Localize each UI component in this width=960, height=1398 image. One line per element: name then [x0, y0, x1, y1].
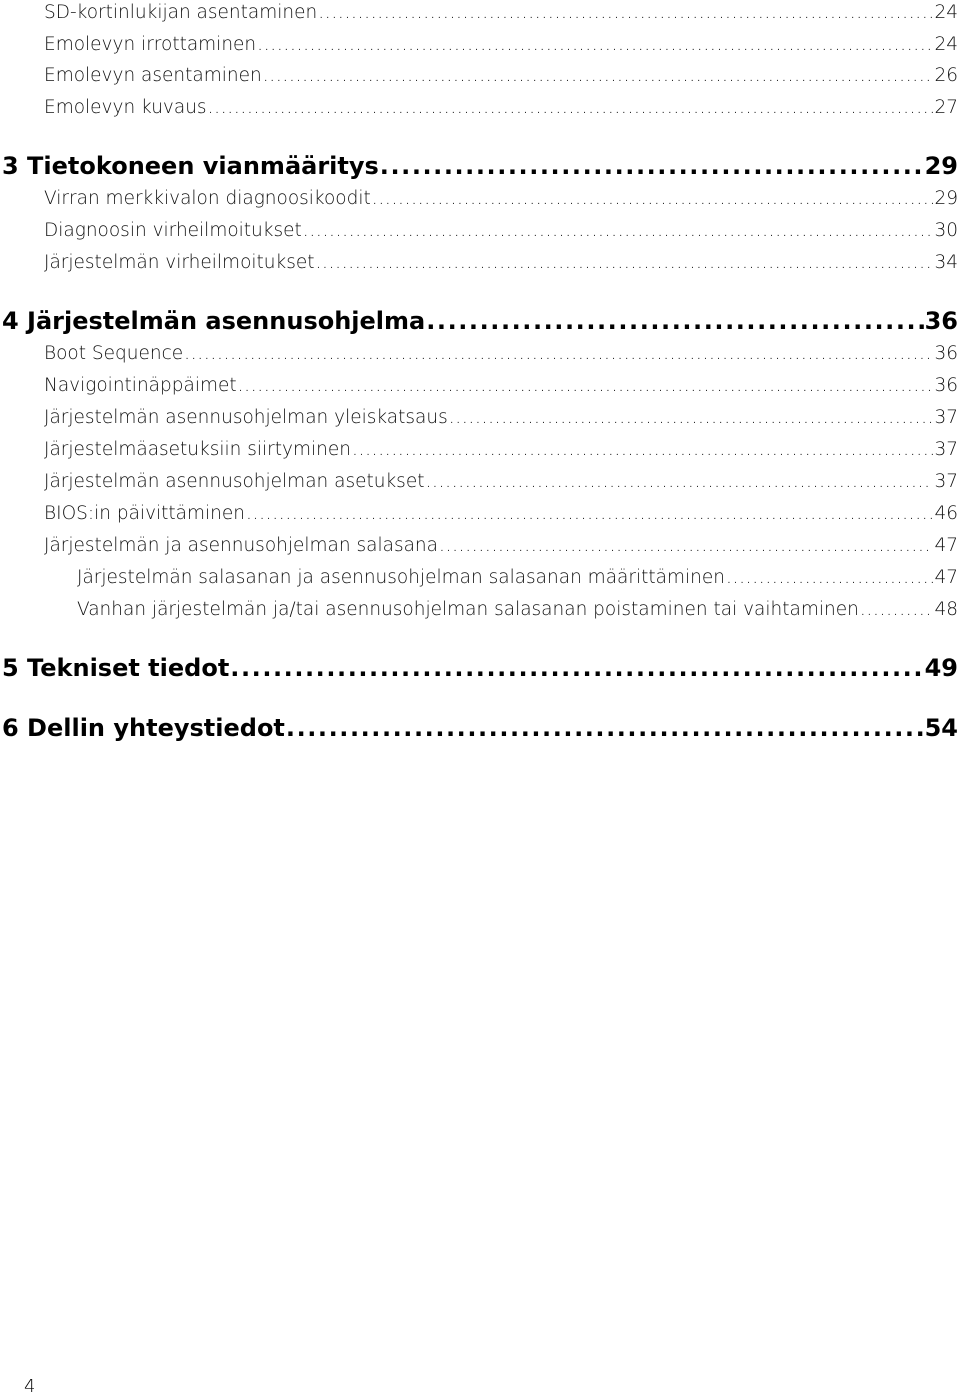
toc-subentry-page: 47 — [934, 567, 958, 588]
toc-entry-title: Diagnoosin virheilmoitukset — [44, 220, 302, 241]
toc-entry-page: 29 — [934, 188, 958, 209]
toc-entry-title: Emolevyn kuvaus — [44, 97, 207, 118]
toc-subentry-title: Järjestelmän salasanan ja asennusohjelman salasanan määrittäminen — [77, 567, 725, 588]
toc-chapter-title: 6 Dellin yhteystiedot — [2, 714, 285, 742]
toc-entry-page: 26 — [934, 65, 958, 86]
toc-leader-dots — [238, 375, 934, 396]
toc-entry[interactable] — [44, 503, 958, 524]
toc-subentry-title: Vanhan järjestelmän ja/tai asennusohjelman salasanan poistaminen tai vaihtaminen — [77, 599, 859, 620]
toc-leader-dots — [372, 188, 934, 209]
toc-entry-title: Boot Sequence — [44, 343, 184, 364]
toc-leader-dots — [860, 599, 934, 620]
toc-entry[interactable] — [44, 407, 958, 428]
toc-entry-page: 24 — [934, 2, 958, 23]
toc-entry-title: Järjestelmän virheilmoitukset — [44, 252, 315, 273]
toc-subentry[interactable] — [77, 599, 958, 620]
toc-entry[interactable] — [44, 343, 958, 364]
toc-entry-title: Emolevyn irrottaminen — [44, 34, 257, 55]
toc-chapter-title: 5 Tekniset tiedot — [2, 654, 230, 682]
toc-chapter-page: 29 — [924, 152, 958, 180]
toc-entry-page: 27 — [934, 97, 958, 118]
toc-chapter-title: 3 Tietokoneen vianmääritys — [2, 152, 379, 180]
toc-entry-title: Virran merkkivalon diagnoosikoodit — [44, 188, 371, 209]
toc-entry-page: 37 — [934, 471, 958, 492]
toc-entry-title: Navigointinäppäimet — [44, 375, 237, 396]
toc-leader-dots — [257, 34, 933, 55]
toc-entry-title: BIOS:in päivittäminen — [44, 503, 245, 524]
toc-entry-title: Järjestelmän asennusohjelman asetukset — [44, 471, 425, 492]
toc-entry[interactable] — [44, 439, 958, 460]
toc-leader-dots — [230, 654, 923, 682]
toc-chapter-page: 49 — [924, 654, 958, 682]
toc-leader-dots — [352, 439, 933, 460]
toc-leader-dots — [316, 252, 934, 273]
toc-entry-page: 47 — [934, 535, 958, 556]
toc-entry[interactable] — [44, 375, 958, 396]
toc-entry-page: 37 — [934, 407, 958, 428]
toc-leader-dots — [318, 2, 933, 23]
toc-leader-dots — [439, 535, 933, 556]
toc-entry[interactable] — [44, 2, 958, 23]
toc-chapter-entry[interactable] — [2, 714, 958, 742]
toc-entry[interactable] — [44, 535, 958, 556]
toc-subentry-page: 48 — [934, 599, 958, 620]
toc-entry-page: 37 — [934, 439, 958, 460]
toc-entry-title: Järjestelmäasetuksiin siirtyminen — [44, 439, 351, 460]
toc-chapter-entry[interactable] — [2, 152, 958, 180]
toc-chapter-page: 54 — [924, 714, 958, 742]
toc-chapter-page: 36 — [924, 307, 958, 335]
toc-entry-page: 30 — [934, 220, 958, 241]
toc-leader-dots — [286, 714, 924, 742]
toc-entry[interactable] — [44, 188, 958, 209]
toc-entry-title: Järjestelmän ja asennusohjelman salasana — [44, 535, 438, 556]
toc-entry-page: 34 — [934, 252, 958, 273]
toc-leader-dots — [380, 152, 924, 180]
toc-entry-title: Järjestelmän asennusohjelman yleiskatsaus — [44, 407, 448, 428]
toc-entry-page: 36 — [934, 343, 958, 364]
toc-entry[interactable] — [44, 471, 958, 492]
toc-entry[interactable] — [44, 220, 958, 241]
toc-entry-title: SD-kortinlukijan asentaminen — [44, 2, 318, 23]
toc-leader-dots — [425, 471, 933, 492]
toc-entry-page: 24 — [934, 34, 958, 55]
toc-leader-dots — [449, 407, 934, 428]
toc-chapter-entry[interactable] — [2, 307, 958, 335]
toc-leader-dots — [426, 307, 923, 335]
toc-leader-dots — [726, 567, 933, 588]
page-number: 4 — [24, 1376, 36, 1397]
toc-chapter-title: 4 Järjestelmän asennusohjelma — [2, 307, 426, 335]
toc-leader-dots — [184, 343, 933, 364]
toc-entry-title: Emolevyn asentaminen — [44, 65, 262, 86]
toc-subentry[interactable] — [77, 567, 958, 588]
toc-leader-dots — [303, 220, 934, 241]
toc-entry[interactable] — [44, 252, 958, 273]
toc-chapter-entry[interactable] — [2, 654, 958, 682]
toc-entry-page: 36 — [934, 375, 958, 396]
toc-entry[interactable] — [44, 97, 958, 118]
toc-entry-page: 46 — [934, 503, 958, 524]
toc-entry[interactable] — [44, 34, 958, 55]
toc-leader-dots — [263, 65, 934, 86]
toc-leader-dots — [208, 97, 934, 118]
toc-entry[interactable] — [44, 65, 958, 86]
toc-leader-dots — [246, 503, 933, 524]
